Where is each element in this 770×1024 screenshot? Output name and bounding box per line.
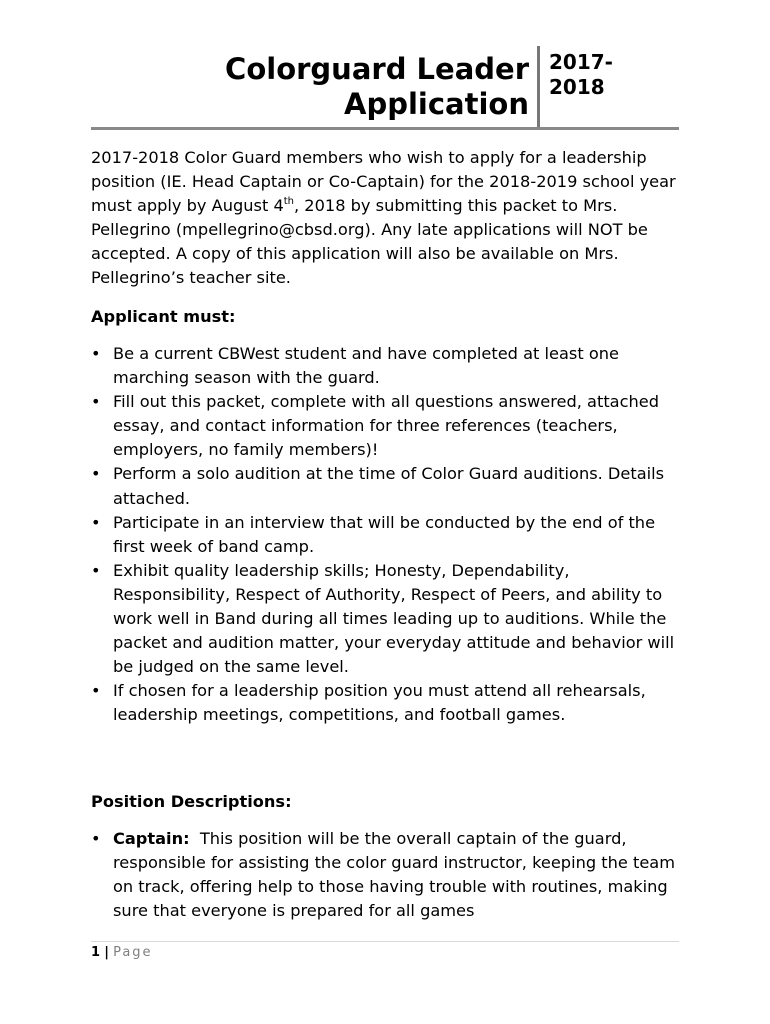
bullet-icon: • xyxy=(91,681,101,701)
list-item xyxy=(91,390,681,462)
bullet-icon: • xyxy=(91,560,101,580)
bullet-icon: • xyxy=(91,464,101,484)
header-rule xyxy=(91,127,679,130)
bullet-icon: • xyxy=(91,512,101,532)
footer-separator: | xyxy=(104,945,109,960)
list-item xyxy=(91,827,681,923)
list-item-text: If chosen for a leadership position you must attend all rehearsals, leadership meetings, competitions, and football games. xyxy=(113,681,646,725)
document-title xyxy=(89,52,529,122)
intro-text-part-2: , 2018 by submitting this packet to Mrs. Pellegrino (mpellegrino@cbsd.org). Any late applications will NOT be accepted. A copy of this application will also be available on Mrs. Pellegrino’s teacher site. xyxy=(91,196,648,288)
list-item xyxy=(91,679,681,727)
position-descriptions-list xyxy=(91,827,681,923)
intro-text-part-1: 2017-2018 Color Guard members who wish to apply for a leadership position (IE. Head Captain or Co-Captain) for the 2018-2019 school year must apply by August 4 xyxy=(91,148,676,216)
bullet-icon: • xyxy=(91,829,101,848)
list-item-text: Fill out this packet, complete with all questions answered, attached essay, and contact information for three references (teachers, employers, no family members)! xyxy=(113,392,659,460)
list-item xyxy=(91,511,681,559)
title-line-1: Colorguard Leader xyxy=(225,52,529,86)
document-header xyxy=(91,46,679,128)
list-item xyxy=(91,559,681,679)
bullet-icon: • xyxy=(91,344,101,363)
year-line-1: 2017- xyxy=(549,50,613,74)
list-item xyxy=(91,342,681,390)
list-item-text: Participate in an interview that will be conducted by the end of the first week of band camp. xyxy=(113,512,656,556)
bullet-icon: • xyxy=(91,392,101,412)
position-text: This position will be the overall captain of the guard, responsible for assisting the color guard instructor, keeping the team on track, offering help to those having trouble with routines, making sure that everyone is prepared for all games xyxy=(113,829,675,921)
footer-rule xyxy=(91,941,679,942)
position-descriptions-heading: Position Descriptions: xyxy=(91,792,292,811)
year-line-2: 2018 xyxy=(549,75,605,99)
list-item-text: Exhibit quality leadership skills; Honesty, Dependability, Responsibility, Respect of Authority, Respect of Peers, and ability to work well in Band during all times leading up to auditions. While the packet and audition matter, your everyday attitude and behavior will be judged on the same level. xyxy=(113,560,675,677)
school-year xyxy=(549,50,613,100)
applicant-must-heading: Applicant must: xyxy=(91,307,236,326)
page-number: 1 xyxy=(91,945,101,960)
list-item-text: Be a current CBWest student and have completed at least one marching season with the guard. xyxy=(113,344,619,388)
position-label: Captain: xyxy=(113,829,190,848)
intro-paragraph xyxy=(91,146,681,291)
intro-superscript: th xyxy=(283,195,295,207)
page-footer xyxy=(91,944,153,962)
header-divider xyxy=(537,46,540,128)
list-item-text: Perform a solo audition at the time of Color Guard auditions. Details attached. xyxy=(113,464,665,508)
title-line-2: Application xyxy=(344,87,529,121)
applicant-requirements-list xyxy=(91,342,681,728)
page-label: Page xyxy=(113,945,153,960)
list-item xyxy=(91,462,681,510)
